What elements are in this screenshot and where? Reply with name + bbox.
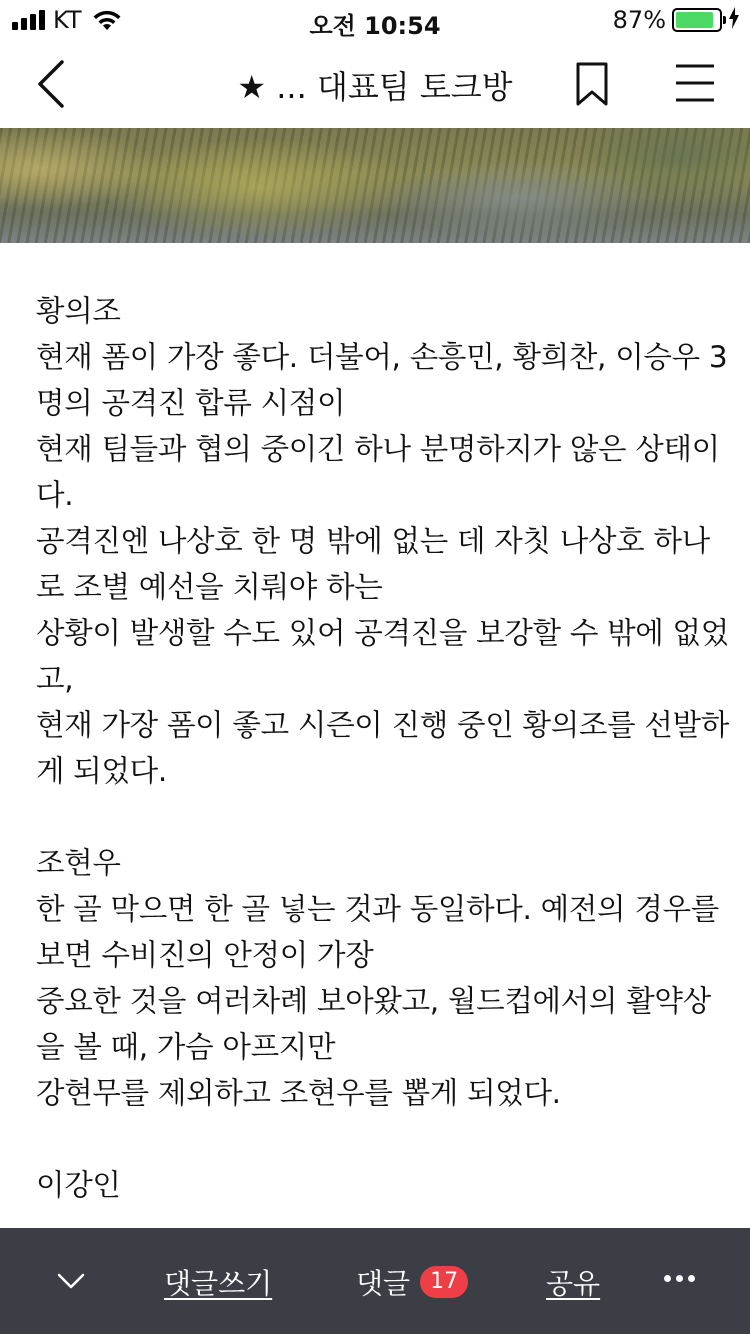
paragraph-line: 한 골 막으면 한 골 넣는 것과 동일하다. 예전의 경우를 — [36, 892, 719, 926]
paragraph-lee-kangin — [36, 1162, 714, 1208]
player-name-heading: 황의조 — [36, 294, 121, 328]
carrier-name: KT — [53, 6, 82, 34]
more-dots-icon — [664, 1275, 671, 1282]
collapse-button[interactable] — [56, 1266, 86, 1296]
paragraph-line: 현재 팀들과 협의 중이긴 하나 분명하지가 않은 상태이 — [36, 432, 720, 466]
paragraph-line: 다. — [36, 478, 74, 512]
paragraph-line: 을 볼 때, 가슴 아프지만 — [36, 1030, 336, 1064]
paragraph-line: 게 되었다. — [36, 754, 167, 788]
write-comment-button[interactable]: 댓글쓰기 — [164, 1267, 273, 1300]
paragraph-line: 강현무를 제외하고 조현우를 뽑게 되었다. — [36, 1076, 561, 1110]
paragraph-jo-hyeonwoo — [36, 840, 719, 1116]
player-name-heading: 이강인 — [36, 1168, 121, 1202]
paragraph-spacer — [36, 794, 714, 840]
paragraph-line: 현재 가장 폼이 좋고 시즌이 진행 중인 황의조를 선발하 — [36, 708, 729, 742]
bottom-toolbar — [0, 1228, 750, 1334]
paragraph-line: 명의 공격진 합류 시점이 — [36, 386, 346, 420]
paragraph-line: 로 조별 예선을 치뤄야 하는 — [36, 570, 383, 604]
status-bar-right — [613, 6, 740, 34]
bookmark-icon — [572, 58, 612, 110]
bookmark-button[interactable] — [572, 58, 612, 110]
paragraph-spacer — [36, 1116, 714, 1162]
comments-label: 댓글 — [356, 1267, 411, 1300]
status-time: 오전 10:54 — [309, 12, 441, 40]
hamburger-menu-icon — [674, 62, 716, 104]
navigation-bar — [0, 40, 750, 128]
more-options-button[interactable] — [664, 1268, 696, 1288]
chevron-down-icon — [56, 1266, 86, 1296]
player-name-heading: 조현우 — [36, 846, 121, 880]
paragraph-line: 공격진엔 나상호 한 명 밖에 없는 데 자칫 나상호 하나 — [36, 524, 710, 558]
comments-button[interactable] — [356, 1262, 468, 1302]
paragraph-line: 현재 폼이 가장 좋다. 더불어, 손흥민, 황희찬, 이승우 3 — [36, 340, 728, 374]
header-banner-image — [0, 128, 750, 243]
back-button[interactable] — [30, 58, 74, 110]
page-title: ★ ... 대표팀 토크방 — [237, 68, 513, 106]
paragraph-line: 고, — [36, 662, 74, 696]
status-bar — [0, 0, 750, 40]
battery-percent: 87% — [612, 6, 666, 34]
chevron-left-icon — [30, 58, 74, 110]
share-button[interactable]: 공유 — [546, 1267, 601, 1300]
paragraph-hwang-uijo — [36, 288, 729, 794]
battery-icon — [672, 8, 722, 32]
paragraph-line: 상황이 발생할 수도 있어 공격진을 보강할 수 밖에 없었 — [36, 616, 729, 650]
charging-icon — [728, 7, 740, 33]
comment-count-badge: 17 — [420, 1266, 468, 1298]
menu-button[interactable] — [674, 62, 716, 104]
paragraph-line: 보면 수비진의 안정이 가장 — [36, 938, 374, 972]
article-body — [0, 243, 750, 1228]
battery-fill — [676, 12, 713, 28]
paragraph-line: 중요한 것을 여러차례 보아왔고, 월드컵에서의 활약상 — [36, 984, 711, 1018]
